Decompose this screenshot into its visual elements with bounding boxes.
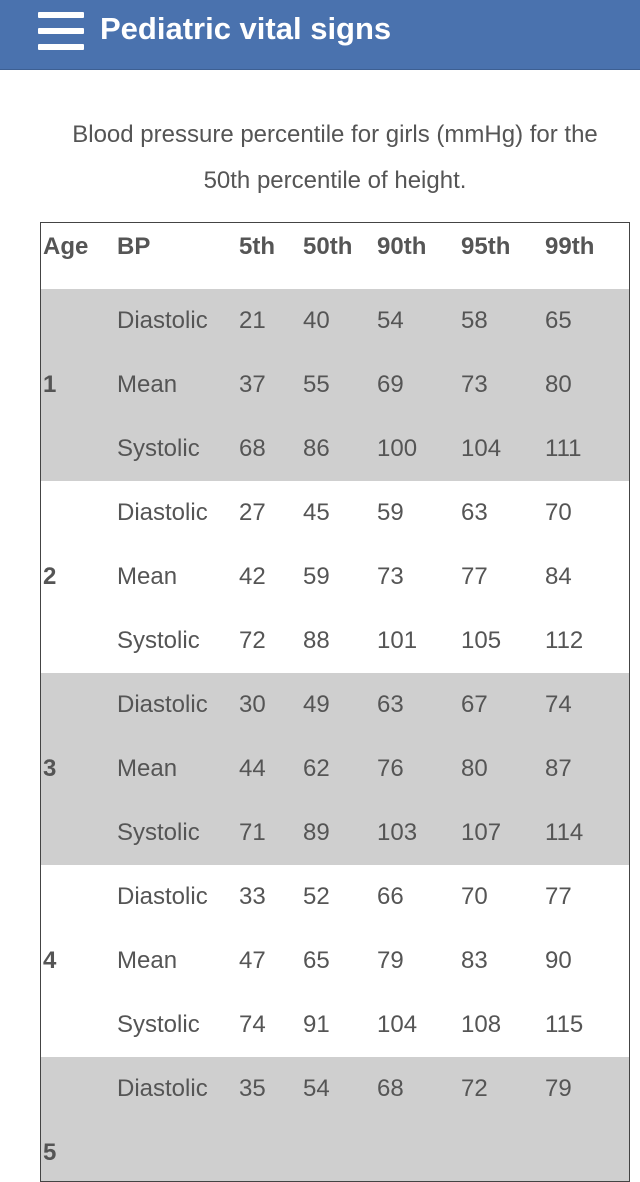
value-cell: 27 [239, 499, 266, 526]
value-cell: 77 [461, 563, 488, 590]
value-cell: 70 [461, 883, 488, 910]
value-cell: 108 [461, 1011, 502, 1038]
column-header-99th: 99th [545, 233, 595, 260]
table-row [41, 545, 630, 609]
age-group [41, 1057, 630, 1182]
bp-type-cell: Mean [117, 755, 178, 782]
value-cell: 52 [303, 883, 330, 910]
bp-type-cell: Mean [117, 371, 178, 398]
value-cell: 63 [377, 691, 404, 718]
value-cell: 79 [377, 947, 404, 974]
value-cell: 103 [377, 819, 418, 846]
age-group [41, 289, 630, 481]
age-cell: 1 [43, 371, 57, 398]
value-cell: 112 [545, 627, 584, 654]
value-cell: 101 [377, 627, 418, 654]
value-cell: 59 [377, 499, 404, 526]
value-cell: 66 [377, 883, 404, 910]
value-cell: 54 [303, 1075, 330, 1102]
value-cell: 65 [303, 947, 330, 974]
age-group [41, 865, 630, 1057]
value-cell: 104 [377, 1011, 418, 1038]
bp-type-cell: Systolic [117, 435, 200, 462]
value-cell: 68 [239, 435, 266, 462]
age-cell: 2 [43, 563, 57, 590]
value-cell: 80 [545, 371, 572, 398]
value-cell: 21 [239, 307, 266, 334]
value-cell: 114 [545, 819, 584, 846]
value-cell: 37 [239, 371, 266, 398]
value-cell: 79 [545, 1075, 572, 1102]
bp-type-cell: Systolic [117, 1011, 200, 1038]
table-caption [30, 112, 640, 204]
bp-type-cell: Diastolic [117, 1075, 208, 1102]
caption-line-1: Blood pressure percentile for girls (mmHg) for the [72, 121, 598, 148]
value-cell: 86 [303, 435, 330, 462]
value-cell: 89 [303, 819, 330, 846]
column-header-95th: 95th [461, 233, 511, 260]
age-group [41, 673, 630, 865]
table-row [41, 993, 630, 1057]
value-cell: 74 [545, 691, 572, 718]
table-row [41, 481, 630, 545]
value-cell: 33 [239, 883, 266, 910]
value-cell: 83 [461, 947, 488, 974]
value-cell: 67 [461, 691, 488, 718]
value-cell: 76 [377, 755, 404, 782]
value-cell: 55 [303, 371, 330, 398]
table-row [41, 1057, 630, 1121]
bp-type-cell: Diastolic [117, 499, 208, 526]
table-row [41, 673, 630, 737]
value-cell: 105 [461, 627, 502, 654]
value-cell: 58 [461, 307, 488, 334]
column-header-50th: 50th [303, 233, 353, 260]
value-cell: 80 [461, 755, 488, 782]
page-title: Pediatric vital signs [100, 11, 392, 46]
bp-type-cell: Systolic [117, 627, 200, 654]
value-cell: 44 [239, 755, 266, 782]
value-cell: 59 [303, 563, 330, 590]
table-row [41, 289, 630, 353]
value-cell: 40 [303, 307, 330, 334]
value-cell: 68 [377, 1075, 404, 1102]
table-row [41, 737, 630, 801]
bp-type-cell: Mean [117, 947, 178, 974]
value-cell: 111 [545, 435, 582, 462]
table-row [41, 609, 630, 673]
value-cell: 54 [377, 307, 404, 334]
value-cell: 72 [239, 627, 266, 654]
value-cell: 47 [239, 947, 266, 974]
app-bar [0, 0, 640, 70]
value-cell: 45 [303, 499, 330, 526]
value-cell: 69 [377, 371, 404, 398]
column-header-bp: BP [117, 233, 151, 260]
value-cell: 88 [303, 627, 330, 654]
age-cell: 4 [43, 947, 57, 974]
column-header-age: Age [43, 233, 89, 260]
value-cell: 71 [239, 819, 266, 846]
bp-percentile-table [40, 222, 630, 1182]
bp-type-cell: Diastolic [117, 883, 208, 910]
value-cell: 35 [239, 1075, 266, 1102]
caption-line-2: 50th percentile of height. [203, 167, 467, 194]
table-header-row [41, 223, 630, 289]
value-cell: 63 [461, 499, 488, 526]
value-cell: 72 [461, 1075, 488, 1102]
hamburger-menu-icon[interactable] [38, 12, 84, 50]
column-header-5th: 5th [239, 233, 275, 260]
table-row [41, 801, 630, 865]
value-cell: 104 [461, 435, 502, 462]
bp-type-cell: Systolic [117, 819, 200, 846]
value-cell: 42 [239, 563, 266, 590]
value-cell: 62 [303, 755, 330, 782]
value-cell: 90 [545, 947, 572, 974]
bp-type-cell: Mean [117, 563, 178, 590]
value-cell: 77 [545, 883, 572, 910]
table-row [41, 929, 630, 993]
value-cell: 70 [545, 499, 572, 526]
bp-type-cell: Diastolic [117, 691, 208, 718]
value-cell: 91 [303, 1011, 330, 1038]
age-cell: 5 [43, 1139, 57, 1166]
value-cell: 115 [545, 1011, 584, 1038]
table-row [41, 353, 630, 417]
value-cell: 84 [545, 563, 572, 590]
value-cell: 30 [239, 691, 266, 718]
value-cell: 107 [461, 819, 502, 846]
table-row [41, 417, 630, 481]
value-cell: 73 [377, 563, 404, 590]
table-row [41, 865, 630, 929]
bp-type-cell: Diastolic [117, 307, 208, 334]
age-cell: 3 [43, 755, 57, 782]
age-group [41, 481, 630, 673]
value-cell: 87 [545, 755, 572, 782]
value-cell: 49 [303, 691, 330, 718]
value-cell: 73 [461, 371, 488, 398]
value-cell: 65 [545, 307, 572, 334]
column-header-90th: 90th [377, 233, 427, 260]
value-cell: 74 [239, 1011, 266, 1038]
value-cell: 100 [377, 435, 418, 462]
